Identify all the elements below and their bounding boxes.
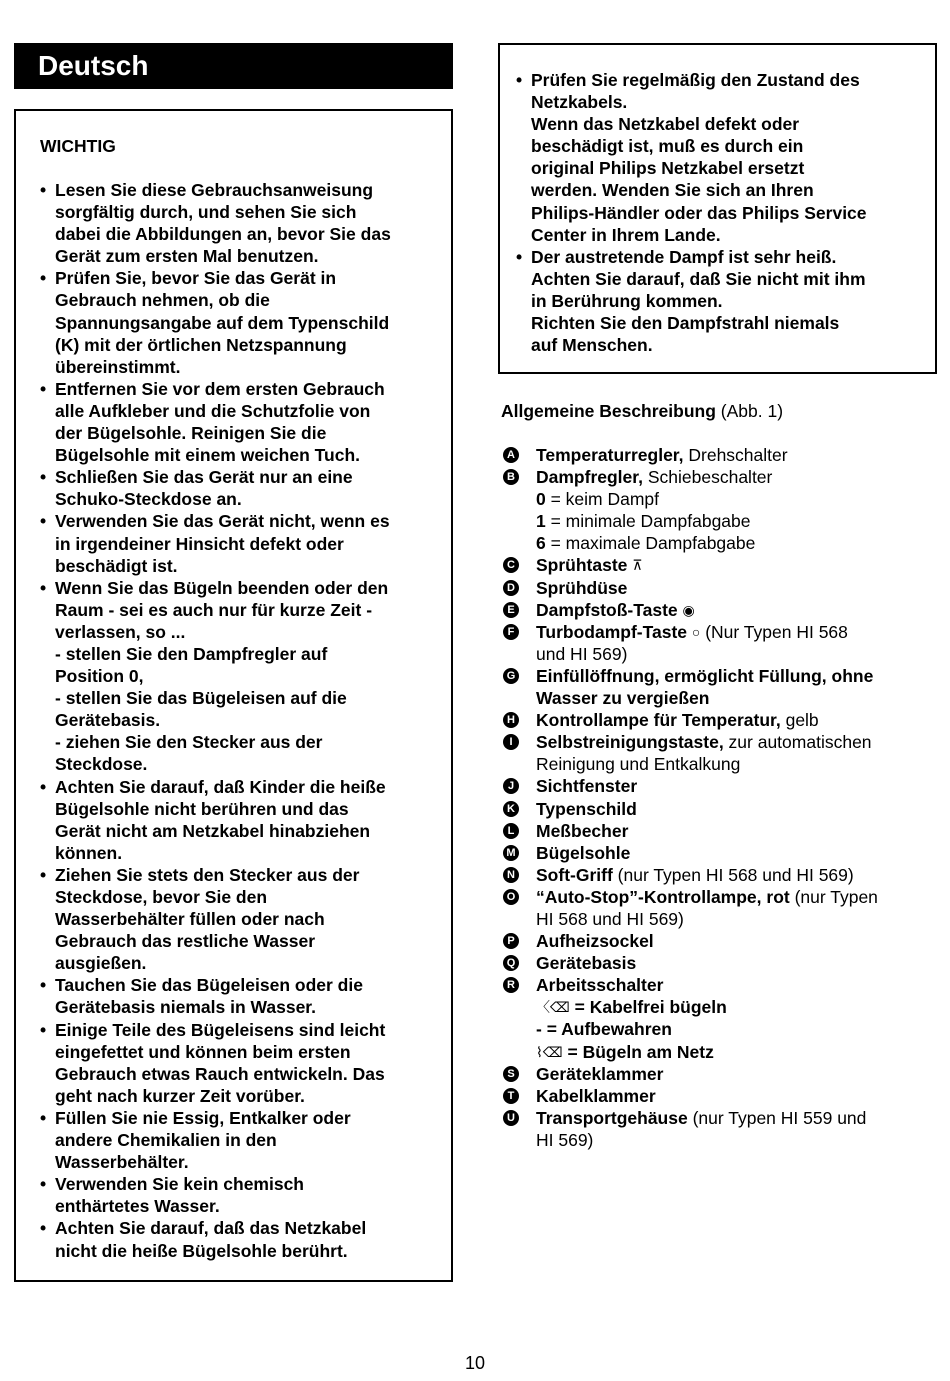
letter-badge: L <box>503 823 519 839</box>
letter-badge: E <box>503 602 519 618</box>
letter-badge: K <box>503 801 519 817</box>
list-item: L Meßbecher <box>501 820 931 842</box>
list-item: N Soft-Griff (nur Typen HI 568 und HI 569) <box>501 864 931 886</box>
letter-badge: P <box>503 933 519 949</box>
letter-badge: H <box>503 712 519 728</box>
list-item: • Entfernen Sie vor dem ersten Gebrauch alle Aufkleber und die Schutzfolie von der Bügelsohle. Reinigen Sie die Bügelsohle mit einem weichen Tuch. <box>40 378 441 466</box>
list-item: D Sprühdüse <box>501 577 931 599</box>
list-item: O “Auto-Stop”-Kontrollampe, rot (nur Typen HI 568 und HI 569) <box>501 886 931 930</box>
list-item: J Sichtfenster <box>501 775 931 797</box>
list-item: • Verwenden Sie das Gerät nicht, wenn es in irgendeiner Hinsicht defekt oder beschädigt ist. <box>40 510 441 576</box>
letter-badge: T <box>503 1088 519 1104</box>
list-item: A Temperaturregler, Drehschalter <box>501 444 931 466</box>
switch-position-storage: - = Aufbewahren <box>536 1019 672 1040</box>
letter-badge: C <box>503 557 519 573</box>
list-item: G Einfüllöffnung, ermöglicht Füllung, ohne Wasser zu vergießen <box>501 665 931 709</box>
list-item: P Aufheizsockel <box>501 930 931 952</box>
list-item: Q Gerätebasis <box>501 952 931 974</box>
letter-badge: D <box>503 580 519 596</box>
letter-badge: O <box>503 889 519 905</box>
spray-icon: ⊼ <box>632 557 643 574</box>
switch-position-corded: ⌇⌫ = Bügeln am Netz <box>536 1041 714 1062</box>
list-item: M Bügelsohle <box>501 842 931 864</box>
description-title: Allgemeine Beschreibung (Abb. 1) <box>501 401 784 421</box>
list-item: • Achten Sie darauf, daß Kinder die heiße Bügelsohle nicht berühren und das Gerät nicht am Netzkabel hinabziehen können. <box>40 776 441 864</box>
language-header <box>14 43 453 89</box>
warning-list <box>516 69 925 356</box>
important-heading: WICHTIG <box>40 136 116 156</box>
list-item: • Lesen Sie diese Gebrauchsanweisung sorgfältig durch, und sehen Sie sich dabei die Abbildungen an, bevor Sie das Gerät zum ersten Mal benutzen. <box>40 179 441 267</box>
description-list <box>501 444 931 1151</box>
list-item: • Füllen Sie nie Essig, Entkalker oder andere Chemikalien in den Wasserbehälter. <box>40 1107 441 1173</box>
corded-iron-icon: ⌇⌫ <box>536 1043 563 1060</box>
list-item: U Transportgehäuse (nur Typen HI 559 und HI 569) <box>501 1107 931 1151</box>
list-item: • Der austretende Dampf ist sehr heiß. Achten Sie darauf, daß Sie nicht mit ihm in Berührung kommen. Richten Sie den Dampfstrahl niemals auf Menschen. <box>516 246 925 356</box>
list-item: I Selbstreinigungstaste, zur automatischen Reinigung und Entkalkung <box>501 731 931 775</box>
list-item: C Sprühtaste ⊼ <box>501 554 931 576</box>
list-item: E Dampfstoß-Taste ◉ <box>501 599 931 621</box>
page-number: 10 <box>464 1353 486 1373</box>
language-title: Deutsch <box>38 50 149 81</box>
list-item: • Verwenden Sie kein chemisch enthärtetes Wasser. <box>40 1173 441 1217</box>
letter-badge: M <box>503 845 519 861</box>
list-item: R Arbeitsschalter <box>501 974 931 996</box>
important-box <box>14 109 453 1282</box>
list-item: F Turbodampf-Taste ○ (Nur Typen HI 568 und HI 569) <box>501 621 931 665</box>
list-item: • Prüfen Sie regelmäßig den Zustand des Netzkabels. Wenn das Netzkabel defekt oder beschädigt ist, muß es durch ein original Philips Netzkabel ersetzt werden. Wenden Sie sich an Ihren Philips-Händler oder das Philips Service Center in Ihrem Lande. <box>516 69 925 246</box>
list-item: K Typenschild <box>501 798 931 820</box>
letter-badge: U <box>503 1110 519 1126</box>
important-list <box>40 179 441 1262</box>
list-item: • Einige Teile des Bügeleisens sind leicht eingefettet und können beim ersten Gebrauch etwas Rauch entwickeln. Das geht nach kurzer Zeit vorüber. <box>40 1019 441 1107</box>
turbo-steam-icon: ○ <box>691 623 701 640</box>
list-item: • Achten Sie darauf, daß das Netzkabel nicht die heiße Bügelsohle berührt. <box>40 1217 441 1261</box>
letter-badge: B <box>503 469 519 485</box>
list-item: B Dampfregler, Schiebeschalter <box>501 466 931 488</box>
steam-level: 1 = minimale Dampfabgabe <box>536 511 751 532</box>
letter-badge: A <box>503 447 519 463</box>
list-item: • Tauchen Sie das Bügeleisen oder die Gerätebasis niemals in Wasser. <box>40 974 441 1018</box>
letter-badge: S <box>503 1066 519 1082</box>
letter-badge: N <box>503 867 519 883</box>
list-item: • Prüfen Sie, bevor Sie das Gerät in Gebrauch nehmen, ob die Spannungsangabe auf dem Typenschild (K) mit der örtlichen Netzspannung übereinstimmt. <box>40 267 441 377</box>
steam-level: 0 = keim Dampf <box>536 489 660 510</box>
letter-badge: G <box>503 668 519 684</box>
letter-badge: J <box>503 778 519 794</box>
cordless-iron-icon: 〈⌫ <box>536 999 570 1016</box>
list-item: • Wenn Sie das Bügeln beenden oder den Raum - sei es auch nur für kurze Zeit - verlassen, so ... - stellen Sie den Dampfregler auf Position 0, - stellen Sie das Bügeleisen auf die Gerätebasis. - ziehen Sie den Stecker aus der Steckdose. <box>40 577 441 776</box>
steam-shot-icon: ◉ <box>682 601 695 618</box>
warning-box <box>498 43 937 374</box>
letter-badge: R <box>503 977 519 993</box>
letter-badge: F <box>503 624 519 640</box>
list-item: H Kontrollampe für Temperatur, gelb <box>501 709 931 731</box>
switch-position-cordless: 〈⌫ = Kabelfrei bügeln <box>536 997 727 1018</box>
list-item: • Ziehen Sie stets den Stecker aus der Steckdose, bevor Sie den Wasserbehälter füllen oder nach Gebrauch das restliche Wasser ausgießen. <box>40 864 441 974</box>
list-item: T Kabelklammer <box>501 1085 931 1107</box>
list-item: • Schließen Sie das Gerät nur an eine Schuko-Steckdose an. <box>40 466 441 510</box>
list-item: S Geräteklammer <box>501 1063 931 1085</box>
letter-badge: I <box>503 734 519 750</box>
steam-level: 6 = maximale Dampfabgabe <box>536 533 756 554</box>
letter-badge: Q <box>503 955 519 971</box>
